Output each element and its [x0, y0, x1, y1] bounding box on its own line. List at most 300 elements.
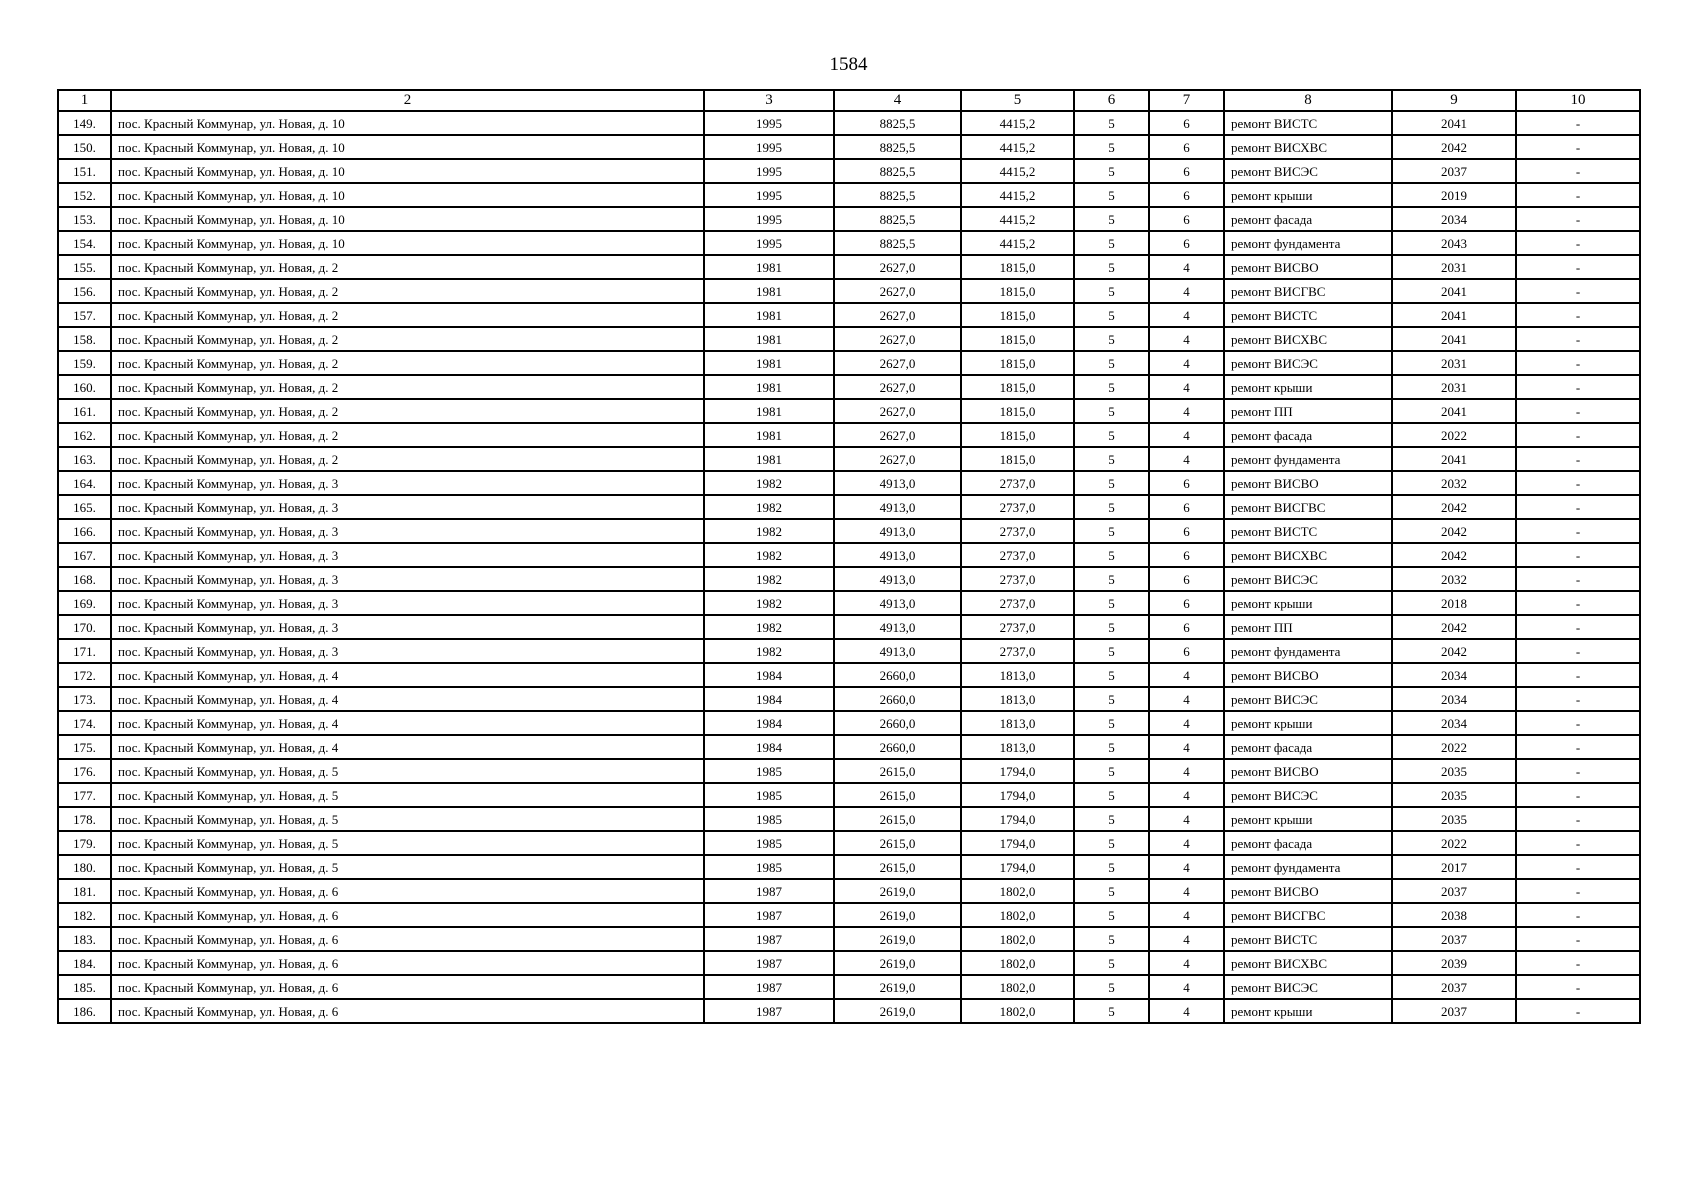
cell-living-area: 1813,0 [961, 663, 1074, 687]
cell-note: - [1516, 279, 1640, 303]
cell-total-area: 2619,0 [834, 903, 961, 927]
cell-planned-year: 2041 [1392, 399, 1516, 423]
cell-entrances: 4 [1149, 783, 1224, 807]
cell-living-area: 4415,2 [961, 207, 1074, 231]
cell-address: пос. Красный Коммунар, ул. Новая, д. 3 [111, 591, 704, 615]
cell-year-built: 1982 [704, 591, 834, 615]
cell-planned-year: 2041 [1392, 279, 1516, 303]
cell-repair-type: ремонт фасада [1224, 831, 1392, 855]
cell-row-number: 169. [58, 591, 111, 615]
cell-living-area: 1802,0 [961, 927, 1074, 951]
table-row [58, 735, 1640, 759]
cell-entrances: 6 [1149, 231, 1224, 255]
cell-entrances: 4 [1149, 855, 1224, 879]
cell-floors: 5 [1074, 255, 1149, 279]
cell-year-built: 1984 [704, 687, 834, 711]
cell-year-built: 1987 [704, 927, 834, 951]
cell-floors: 5 [1074, 231, 1149, 255]
table-row [58, 423, 1640, 447]
cell-repair-type: ремонт ВИСХВС [1224, 327, 1392, 351]
cell-repair-type: ремонт ВИСХВС [1224, 543, 1392, 567]
cell-repair-type: ремонт фасада [1224, 735, 1392, 759]
cell-planned-year: 2032 [1392, 567, 1516, 591]
cell-floors: 5 [1074, 855, 1149, 879]
cell-row-number: 181. [58, 879, 111, 903]
table-row [58, 687, 1640, 711]
cell-floors: 5 [1074, 567, 1149, 591]
cell-year-built: 1984 [704, 711, 834, 735]
cell-year-built: 1995 [704, 135, 834, 159]
cell-entrances: 4 [1149, 711, 1224, 735]
table-row [58, 879, 1640, 903]
table-row [58, 567, 1640, 591]
cell-floors: 5 [1074, 999, 1149, 1023]
cell-year-built: 1981 [704, 447, 834, 471]
cell-address: пос. Красный Коммунар, ул. Новая, д. 3 [111, 639, 704, 663]
cell-note: - [1516, 255, 1640, 279]
cell-address: пос. Красный Коммунар, ул. Новая, д. 3 [111, 615, 704, 639]
cell-note: - [1516, 231, 1640, 255]
cell-planned-year: 2018 [1392, 591, 1516, 615]
cell-entrances: 6 [1149, 495, 1224, 519]
cell-note: - [1516, 831, 1640, 855]
cell-living-area: 4415,2 [961, 111, 1074, 135]
cell-planned-year: 2038 [1392, 903, 1516, 927]
cell-year-built: 1995 [704, 111, 834, 135]
cell-total-area: 4913,0 [834, 519, 961, 543]
cell-year-built: 1981 [704, 399, 834, 423]
cell-entrances: 4 [1149, 327, 1224, 351]
cell-entrances: 6 [1149, 471, 1224, 495]
cell-note: - [1516, 735, 1640, 759]
cell-floors: 5 [1074, 303, 1149, 327]
cell-note: - [1516, 759, 1640, 783]
cell-planned-year: 2035 [1392, 783, 1516, 807]
cell-total-area: 2627,0 [834, 375, 961, 399]
cell-planned-year: 2043 [1392, 231, 1516, 255]
table-row [58, 663, 1640, 687]
cell-living-area: 2737,0 [961, 519, 1074, 543]
cell-planned-year: 2034 [1392, 207, 1516, 231]
cell-address: пос. Красный Коммунар, ул. Новая, д. 2 [111, 279, 704, 303]
cell-total-area: 2627,0 [834, 351, 961, 375]
cell-row-number: 178. [58, 807, 111, 831]
cell-planned-year: 2034 [1392, 687, 1516, 711]
cell-year-built: 1995 [704, 183, 834, 207]
cell-note: - [1516, 591, 1640, 615]
cell-floors: 5 [1074, 831, 1149, 855]
cell-repair-type: ремонт ВИСГВС [1224, 495, 1392, 519]
cell-note: - [1516, 807, 1640, 831]
cell-address: пос. Красный Коммунар, ул. Новая, д. 2 [111, 399, 704, 423]
cell-row-number: 165. [58, 495, 111, 519]
cell-note: - [1516, 879, 1640, 903]
table-row [58, 303, 1640, 327]
cell-living-area: 1813,0 [961, 735, 1074, 759]
cell-repair-type: ремонт ВИСВО [1224, 255, 1392, 279]
cell-planned-year: 2031 [1392, 375, 1516, 399]
header-row [58, 90, 1640, 111]
cell-planned-year: 2017 [1392, 855, 1516, 879]
cell-entrances: 4 [1149, 975, 1224, 999]
cell-repair-type: ремонт ВИСТС [1224, 519, 1392, 543]
cell-entrances: 4 [1149, 279, 1224, 303]
cell-year-built: 1984 [704, 735, 834, 759]
cell-floors: 5 [1074, 663, 1149, 687]
cell-living-area: 1802,0 [961, 951, 1074, 975]
cell-address: пос. Красный Коммунар, ул. Новая, д. 4 [111, 663, 704, 687]
cell-address: пос. Красный Коммунар, ул. Новая, д. 2 [111, 423, 704, 447]
cell-repair-type: ремонт ВИСВО [1224, 471, 1392, 495]
column-header-7: 7 [1149, 90, 1224, 111]
cell-repair-type: ремонт фундамента [1224, 639, 1392, 663]
cell-year-built: 1982 [704, 615, 834, 639]
column-header-3: 3 [704, 90, 834, 111]
cell-note: - [1516, 663, 1640, 687]
cell-planned-year: 2041 [1392, 327, 1516, 351]
cell-living-area: 1813,0 [961, 687, 1074, 711]
cell-living-area: 4415,2 [961, 135, 1074, 159]
cell-total-area: 4913,0 [834, 639, 961, 663]
cell-year-built: 1982 [704, 567, 834, 591]
cell-repair-type: ремонт крыши [1224, 183, 1392, 207]
cell-year-built: 1982 [704, 471, 834, 495]
cell-total-area: 2619,0 [834, 951, 961, 975]
cell-floors: 5 [1074, 591, 1149, 615]
cell-planned-year: 2035 [1392, 807, 1516, 831]
cell-entrances: 4 [1149, 879, 1224, 903]
cell-address: пос. Красный Коммунар, ул. Новая, д. 6 [111, 903, 704, 927]
column-header-2: 2 [111, 90, 704, 111]
cell-total-area: 2619,0 [834, 927, 961, 951]
cell-living-area: 2737,0 [961, 567, 1074, 591]
cell-planned-year: 2042 [1392, 495, 1516, 519]
cell-entrances: 4 [1149, 375, 1224, 399]
table-body [58, 111, 1640, 1023]
cell-floors: 5 [1074, 783, 1149, 807]
cell-floors: 5 [1074, 399, 1149, 423]
cell-entrances: 4 [1149, 735, 1224, 759]
table-row [58, 903, 1640, 927]
cell-total-area: 2615,0 [834, 807, 961, 831]
cell-entrances: 4 [1149, 831, 1224, 855]
cell-floors: 5 [1074, 927, 1149, 951]
cell-note: - [1516, 567, 1640, 591]
cell-entrances: 6 [1149, 159, 1224, 183]
cell-row-number: 180. [58, 855, 111, 879]
cell-total-area: 2619,0 [834, 999, 961, 1023]
table-row [58, 639, 1640, 663]
cell-total-area: 4913,0 [834, 543, 961, 567]
cell-address: пос. Красный Коммунар, ул. Новая, д. 3 [111, 543, 704, 567]
cell-year-built: 1987 [704, 903, 834, 927]
cell-year-built: 1982 [704, 639, 834, 663]
cell-row-number: 162. [58, 423, 111, 447]
cell-floors: 5 [1074, 711, 1149, 735]
cell-entrances: 6 [1149, 543, 1224, 567]
cell-entrances: 6 [1149, 207, 1224, 231]
cell-note: - [1516, 423, 1640, 447]
cell-note: - [1516, 951, 1640, 975]
table-row [58, 327, 1640, 351]
table-row [58, 711, 1640, 735]
cell-note: - [1516, 135, 1640, 159]
cell-year-built: 1982 [704, 543, 834, 567]
cell-repair-type: ремонт ВИСВО [1224, 663, 1392, 687]
cell-total-area: 2660,0 [834, 687, 961, 711]
cell-note: - [1516, 543, 1640, 567]
cell-entrances: 4 [1149, 351, 1224, 375]
cell-entrances: 4 [1149, 447, 1224, 471]
cell-planned-year: 2022 [1392, 423, 1516, 447]
cell-entrances: 4 [1149, 423, 1224, 447]
cell-year-built: 1987 [704, 879, 834, 903]
cell-note: - [1516, 471, 1640, 495]
cell-note: - [1516, 855, 1640, 879]
cell-living-area: 1815,0 [961, 447, 1074, 471]
cell-note: - [1516, 711, 1640, 735]
table-row [58, 615, 1640, 639]
cell-address: пос. Красный Коммунар, ул. Новая, д. 6 [111, 999, 704, 1023]
cell-note: - [1516, 183, 1640, 207]
cell-note: - [1516, 375, 1640, 399]
cell-floors: 5 [1074, 975, 1149, 999]
cell-repair-type: ремонт ВИСТС [1224, 303, 1392, 327]
cell-year-built: 1987 [704, 951, 834, 975]
cell-row-number: 155. [58, 255, 111, 279]
cell-living-area: 1815,0 [961, 303, 1074, 327]
cell-planned-year: 2032 [1392, 471, 1516, 495]
cell-living-area: 2737,0 [961, 471, 1074, 495]
cell-total-area: 2660,0 [834, 711, 961, 735]
cell-floors: 5 [1074, 495, 1149, 519]
cell-repair-type: ремонт фундамента [1224, 855, 1392, 879]
cell-total-area: 2615,0 [834, 831, 961, 855]
repair-schedule-table [57, 89, 1641, 1024]
cell-floors: 5 [1074, 519, 1149, 543]
cell-total-area: 8825,5 [834, 159, 961, 183]
cell-entrances: 4 [1149, 663, 1224, 687]
cell-year-built: 1987 [704, 975, 834, 999]
cell-repair-type: ремонт ВИСГВС [1224, 903, 1392, 927]
cell-year-built: 1982 [704, 495, 834, 519]
cell-row-number: 185. [58, 975, 111, 999]
cell-row-number: 177. [58, 783, 111, 807]
table-row [58, 495, 1640, 519]
cell-address: пос. Красный Коммунар, ул. Новая, д. 5 [111, 831, 704, 855]
cell-living-area: 4415,2 [961, 183, 1074, 207]
cell-note: - [1516, 303, 1640, 327]
cell-repair-type: ремонт ВИСТС [1224, 111, 1392, 135]
cell-note: - [1516, 615, 1640, 639]
cell-address: пос. Красный Коммунар, ул. Новая, д. 5 [111, 855, 704, 879]
cell-row-number: 159. [58, 351, 111, 375]
cell-row-number: 168. [58, 567, 111, 591]
cell-repair-type: ремонт ВИСЭС [1224, 567, 1392, 591]
cell-address: пос. Красный Коммунар, ул. Новая, д. 3 [111, 471, 704, 495]
cell-floors: 5 [1074, 279, 1149, 303]
cell-living-area: 1794,0 [961, 783, 1074, 807]
column-header-9: 9 [1392, 90, 1516, 111]
table-row [58, 159, 1640, 183]
cell-planned-year: 2041 [1392, 303, 1516, 327]
cell-row-number: 154. [58, 231, 111, 255]
cell-year-built: 1985 [704, 759, 834, 783]
table-row [58, 951, 1640, 975]
cell-row-number: 149. [58, 111, 111, 135]
cell-total-area: 4913,0 [834, 495, 961, 519]
cell-year-built: 1995 [704, 159, 834, 183]
cell-repair-type: ремонт ВИСВО [1224, 759, 1392, 783]
cell-row-number: 174. [58, 711, 111, 735]
cell-total-area: 2627,0 [834, 423, 961, 447]
cell-living-area: 1815,0 [961, 399, 1074, 423]
cell-living-area: 1794,0 [961, 807, 1074, 831]
table-row [58, 279, 1640, 303]
cell-row-number: 182. [58, 903, 111, 927]
cell-year-built: 1995 [704, 207, 834, 231]
cell-entrances: 4 [1149, 927, 1224, 951]
cell-living-area: 1815,0 [961, 375, 1074, 399]
cell-total-area: 2615,0 [834, 759, 961, 783]
cell-note: - [1516, 495, 1640, 519]
cell-year-built: 1987 [704, 999, 834, 1023]
cell-address: пос. Красный Коммунар, ул. Новая, д. 10 [111, 207, 704, 231]
cell-address: пос. Красный Коммунар, ул. Новая, д. 2 [111, 375, 704, 399]
cell-living-area: 1794,0 [961, 831, 1074, 855]
cell-address: пос. Красный Коммунар, ул. Новая, д. 4 [111, 687, 704, 711]
cell-year-built: 1982 [704, 519, 834, 543]
cell-planned-year: 2035 [1392, 759, 1516, 783]
cell-row-number: 179. [58, 831, 111, 855]
cell-planned-year: 2042 [1392, 615, 1516, 639]
table-row [58, 807, 1640, 831]
cell-row-number: 167. [58, 543, 111, 567]
cell-entrances: 4 [1149, 903, 1224, 927]
cell-floors: 5 [1074, 879, 1149, 903]
cell-note: - [1516, 447, 1640, 471]
cell-entrances: 6 [1149, 639, 1224, 663]
cell-planned-year: 2041 [1392, 447, 1516, 471]
cell-address: пос. Красный Коммунар, ул. Новая, д. 6 [111, 879, 704, 903]
cell-floors: 5 [1074, 759, 1149, 783]
cell-note: - [1516, 903, 1640, 927]
cell-floors: 5 [1074, 207, 1149, 231]
cell-address: пос. Красный Коммунар, ул. Новая, д. 2 [111, 447, 704, 471]
table-row [58, 783, 1640, 807]
cell-total-area: 2660,0 [834, 663, 961, 687]
cell-planned-year: 2022 [1392, 735, 1516, 759]
cell-address: пос. Красный Коммунар, ул. Новая, д. 10 [111, 183, 704, 207]
cell-year-built: 1985 [704, 855, 834, 879]
cell-floors: 5 [1074, 687, 1149, 711]
cell-planned-year: 2037 [1392, 975, 1516, 999]
cell-note: - [1516, 687, 1640, 711]
cell-entrances: 4 [1149, 399, 1224, 423]
table-row [58, 447, 1640, 471]
cell-floors: 5 [1074, 903, 1149, 927]
cell-note: - [1516, 519, 1640, 543]
cell-entrances: 6 [1149, 135, 1224, 159]
cell-entrances: 6 [1149, 567, 1224, 591]
cell-note: - [1516, 975, 1640, 999]
cell-row-number: 161. [58, 399, 111, 423]
cell-row-number: 171. [58, 639, 111, 663]
cell-total-area: 2627,0 [834, 399, 961, 423]
column-header-5: 5 [961, 90, 1074, 111]
cell-repair-type: ремонт крыши [1224, 711, 1392, 735]
cell-address: пос. Красный Коммунар, ул. Новая, д. 6 [111, 927, 704, 951]
column-header-1: 1 [58, 90, 111, 111]
cell-address: пос. Красный Коммунар, ул. Новая, д. 5 [111, 759, 704, 783]
cell-living-area: 2737,0 [961, 591, 1074, 615]
cell-repair-type: ремонт ВИСЭС [1224, 687, 1392, 711]
cell-total-area: 2627,0 [834, 303, 961, 327]
cell-planned-year: 2042 [1392, 639, 1516, 663]
cell-address: пос. Красный Коммунар, ул. Новая, д. 3 [111, 519, 704, 543]
cell-address: пос. Красный Коммунар, ул. Новая, д. 3 [111, 567, 704, 591]
cell-floors: 5 [1074, 351, 1149, 375]
cell-row-number: 164. [58, 471, 111, 495]
cell-repair-type: ремонт ВИСЭС [1224, 783, 1392, 807]
cell-note: - [1516, 159, 1640, 183]
cell-address: пос. Красный Коммунар, ул. Новая, д. 10 [111, 159, 704, 183]
cell-planned-year: 2022 [1392, 831, 1516, 855]
cell-planned-year: 2042 [1392, 135, 1516, 159]
cell-planned-year: 2041 [1392, 111, 1516, 135]
cell-row-number: 156. [58, 279, 111, 303]
cell-row-number: 150. [58, 135, 111, 159]
cell-floors: 5 [1074, 807, 1149, 831]
column-header-8: 8 [1224, 90, 1392, 111]
cell-living-area: 1802,0 [961, 999, 1074, 1023]
cell-note: - [1516, 783, 1640, 807]
cell-planned-year: 2037 [1392, 927, 1516, 951]
cell-total-area: 2627,0 [834, 279, 961, 303]
cell-total-area: 8825,5 [834, 135, 961, 159]
cell-address: пос. Красный Коммунар, ул. Новая, д. 5 [111, 807, 704, 831]
cell-year-built: 1981 [704, 351, 834, 375]
cell-repair-type: ремонт ПП [1224, 615, 1392, 639]
cell-year-built: 1981 [704, 303, 834, 327]
cell-floors: 5 [1074, 471, 1149, 495]
cell-address: пос. Красный Коммунар, ул. Новая, д. 6 [111, 951, 704, 975]
cell-row-number: 173. [58, 687, 111, 711]
cell-living-area: 2737,0 [961, 639, 1074, 663]
cell-year-built: 1981 [704, 255, 834, 279]
cell-row-number: 152. [58, 183, 111, 207]
cell-row-number: 157. [58, 303, 111, 327]
cell-floors: 5 [1074, 135, 1149, 159]
table-row [58, 519, 1640, 543]
cell-row-number: 172. [58, 663, 111, 687]
cell-total-area: 4913,0 [834, 567, 961, 591]
cell-living-area: 1802,0 [961, 879, 1074, 903]
cell-planned-year: 2031 [1392, 351, 1516, 375]
cell-floors: 5 [1074, 639, 1149, 663]
cell-planned-year: 2042 [1392, 543, 1516, 567]
cell-total-area: 4913,0 [834, 591, 961, 615]
cell-year-built: 1984 [704, 663, 834, 687]
table-row [58, 207, 1640, 231]
page-number: 1584 [829, 54, 868, 75]
cell-note: - [1516, 927, 1640, 951]
cell-floors: 5 [1074, 615, 1149, 639]
cell-planned-year: 2042 [1392, 519, 1516, 543]
cell-total-area: 2619,0 [834, 975, 961, 999]
cell-repair-type: ремонт ВИСЭС [1224, 159, 1392, 183]
cell-row-number: 176. [58, 759, 111, 783]
